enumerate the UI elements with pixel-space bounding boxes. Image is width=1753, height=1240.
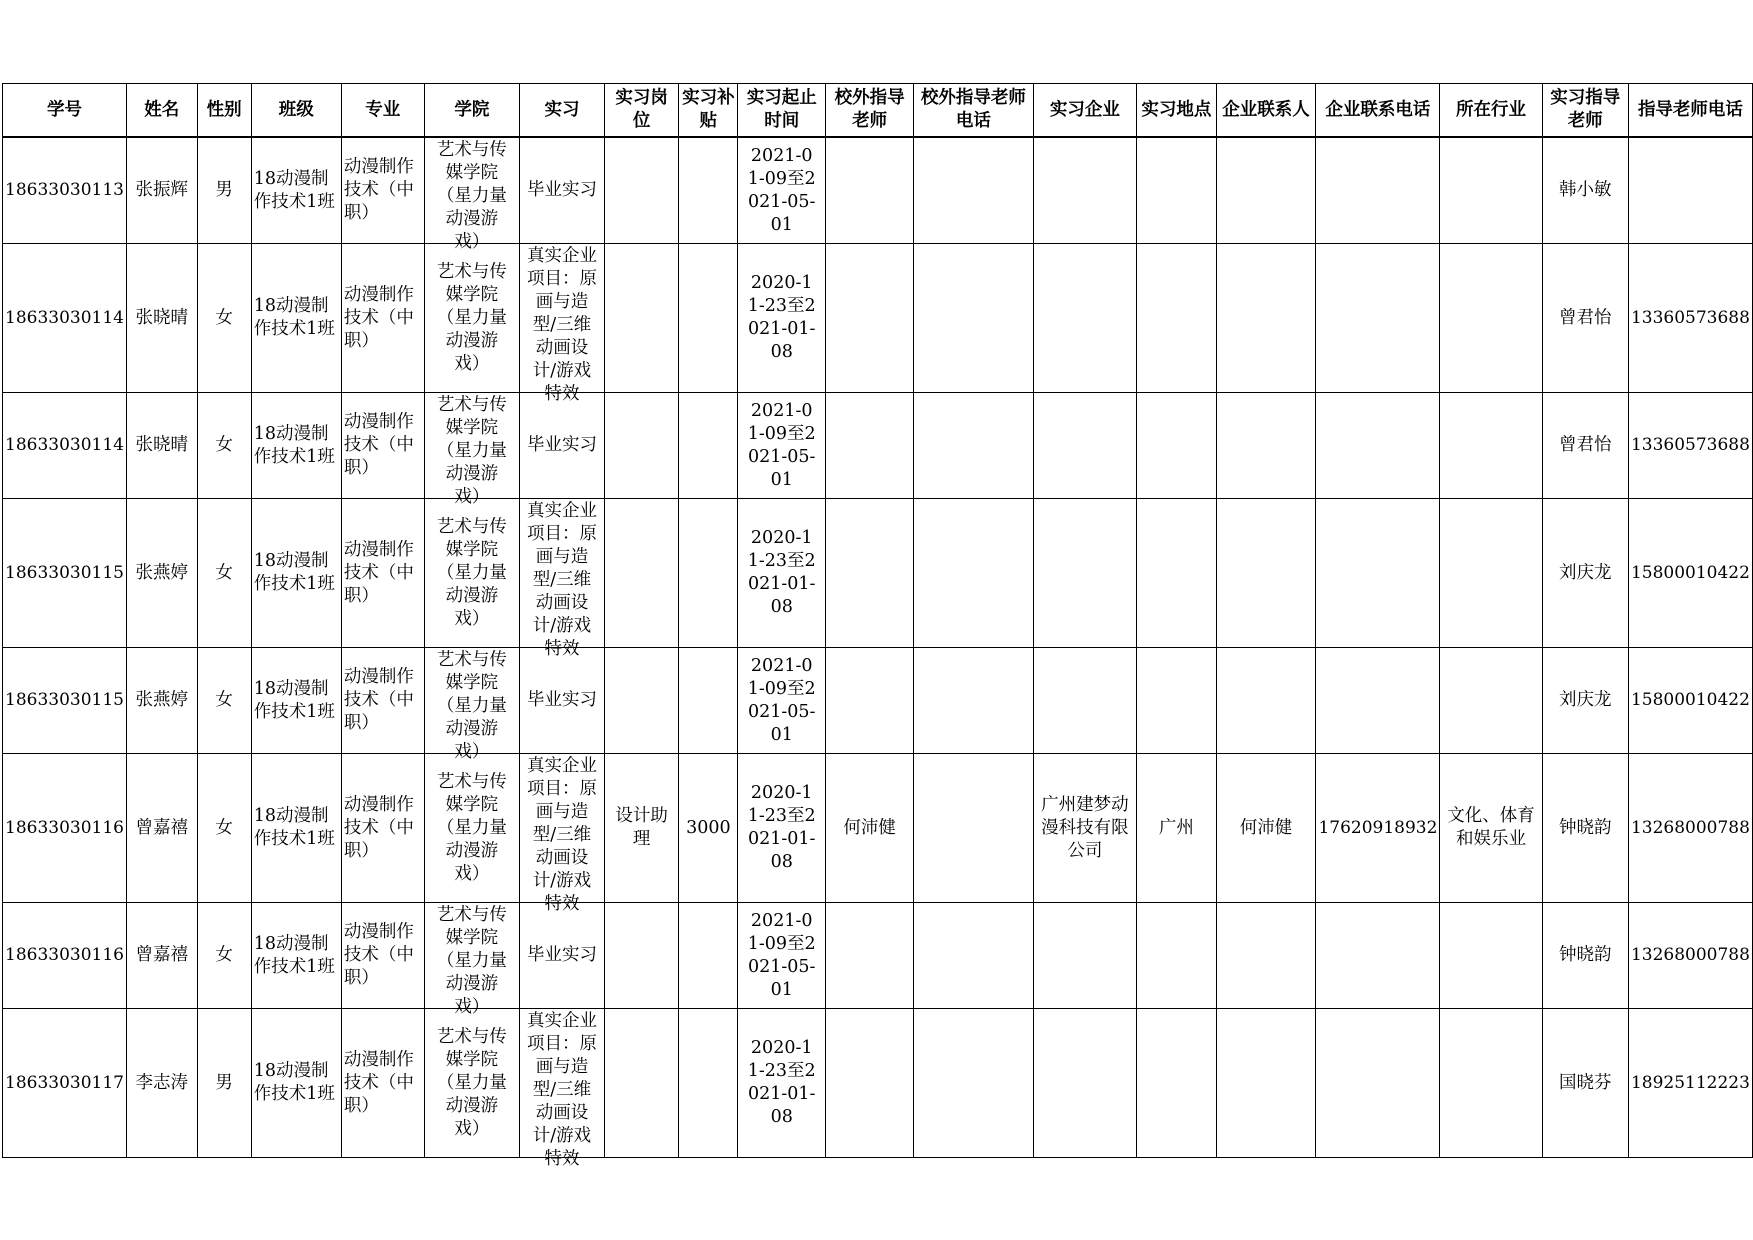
external-teacher-cell bbox=[826, 499, 914, 648]
industry-cell bbox=[1440, 648, 1542, 754]
contact-phone-cell bbox=[1316, 499, 1440, 648]
post-cell: 设计助理 bbox=[604, 754, 679, 903]
subsidy-cell bbox=[679, 137, 738, 244]
name-cell: 张晓晴 bbox=[126, 393, 197, 499]
internship-text: 毕业实习 bbox=[526, 945, 597, 965]
teacher-phone-cell: 13360573688 bbox=[1628, 393, 1752, 499]
internship-cell bbox=[520, 648, 605, 754]
table-row bbox=[3, 1009, 1753, 1158]
company-cell bbox=[1033, 903, 1137, 1009]
name-cell: 李志涛 bbox=[126, 1009, 197, 1158]
contact-phone-cell bbox=[1316, 137, 1440, 244]
company-cell: 广州建梦动漫科技有限公司 bbox=[1033, 754, 1137, 903]
class-cell: 18动漫制作技术1班 bbox=[251, 393, 341, 499]
contact-phone-cell: 17620918932 bbox=[1316, 754, 1440, 903]
table-row bbox=[3, 244, 1753, 393]
internship-text: 真实企业项目：原画与造型/三维动画设计/游戏特效 bbox=[526, 756, 597, 914]
internship-text: 真实企业项目：原画与造型/三维动画设计/游戏特效 bbox=[526, 501, 597, 659]
college-cell bbox=[424, 137, 519, 252]
gender-cell: 女 bbox=[197, 903, 251, 1009]
external-teacher-phone-cell bbox=[914, 754, 1033, 903]
class-cell: 18动漫制作技术1班 bbox=[251, 1009, 341, 1158]
place-cell bbox=[1137, 499, 1216, 648]
period-cell bbox=[738, 754, 826, 903]
period-cell bbox=[738, 499, 826, 648]
period-text: 2020-11-23至2021-01-08 bbox=[747, 1038, 816, 1127]
teacher-phone-cell: 15800010422 bbox=[1628, 648, 1752, 754]
period-text: 2020-11-23至2021-01-08 bbox=[747, 783, 816, 872]
header-gender: 性别 bbox=[197, 84, 251, 138]
subsidy-cell bbox=[679, 648, 738, 754]
period-cell bbox=[738, 393, 826, 499]
post-cell bbox=[604, 903, 679, 1009]
header-row bbox=[3, 84, 1753, 138]
class-cell: 18动漫制作技术1班 bbox=[251, 244, 341, 393]
subsidy-cell bbox=[679, 1009, 738, 1158]
header-subsidy: 实习补贴 bbox=[679, 84, 738, 138]
gender-cell: 男 bbox=[197, 1009, 251, 1158]
gender-cell: 女 bbox=[197, 393, 251, 499]
period-text: 2021-01-09至2021-05-01 bbox=[747, 145, 816, 235]
external-teacher-phone-cell bbox=[914, 1009, 1033, 1158]
external-teacher-phone-cell bbox=[914, 499, 1033, 648]
external-teacher-cell bbox=[826, 1009, 914, 1158]
contact-cell bbox=[1216, 648, 1316, 754]
header-place: 实习地点 bbox=[1137, 84, 1216, 138]
teacher-cell: 钟晓韵 bbox=[1542, 754, 1628, 903]
industry-cell: 文化、体育和娱乐业 bbox=[1440, 754, 1542, 903]
table-row bbox=[3, 648, 1753, 754]
major-cell: 动漫制作技术（中职） bbox=[341, 499, 424, 648]
internship-table bbox=[2, 83, 1753, 1169]
period-cell bbox=[738, 903, 826, 1009]
internship-cell bbox=[520, 1009, 605, 1169]
gender-cell: 男 bbox=[197, 137, 251, 244]
class-cell: 18动漫制作技术1班 bbox=[251, 754, 341, 903]
class-cell: 18动漫制作技术1班 bbox=[251, 903, 341, 1009]
college-cell bbox=[424, 244, 519, 393]
table-row bbox=[3, 754, 1753, 903]
college-text: 艺术与传媒学院（星力量动漫游戏） bbox=[436, 394, 507, 507]
company-cell bbox=[1033, 648, 1137, 754]
contact-phone-cell bbox=[1316, 1009, 1440, 1158]
student-id-cell: 18633030115 bbox=[3, 499, 127, 648]
name-cell: 曾嘉禧 bbox=[126, 754, 197, 903]
college-cell bbox=[424, 499, 519, 648]
period-text: 2021-01-09至2021-05-01 bbox=[747, 400, 816, 490]
header-internship: 实习 bbox=[520, 84, 605, 138]
teacher-phone-cell: 15800010422 bbox=[1628, 499, 1752, 648]
industry-cell bbox=[1440, 137, 1542, 244]
header-contact-phone: 企业联系电话 bbox=[1316, 84, 1440, 138]
internship-text: 毕业实习 bbox=[526, 180, 597, 200]
external-teacher-cell bbox=[826, 393, 914, 499]
place-cell bbox=[1137, 244, 1216, 393]
internship-text: 真实企业项目：原画与造型/三维动画设计/游戏特效 bbox=[526, 246, 597, 404]
header-post: 实习岗位 bbox=[604, 84, 679, 138]
period-cell bbox=[738, 137, 826, 244]
place-cell bbox=[1137, 648, 1216, 754]
name-cell: 张燕婷 bbox=[126, 499, 197, 648]
major-cell: 动漫制作技术（中职） bbox=[341, 244, 424, 393]
contact-phone-cell bbox=[1316, 648, 1440, 754]
industry-cell bbox=[1440, 499, 1542, 648]
header-teacher: 实习指导老师 bbox=[1542, 84, 1628, 138]
internship-cell bbox=[520, 903, 605, 1009]
external-teacher-cell bbox=[826, 244, 914, 393]
teacher-phone-cell: 18925112223 bbox=[1628, 1009, 1752, 1158]
period-text: 2021-01-09至2021-05-01 bbox=[747, 655, 816, 745]
contact-phone-cell bbox=[1316, 903, 1440, 1009]
class-cell: 18动漫制作技术1班 bbox=[251, 137, 341, 244]
post-cell bbox=[604, 1009, 679, 1158]
table-row bbox=[3, 137, 1753, 244]
period-cell bbox=[738, 244, 826, 393]
header-contact: 企业联系人 bbox=[1216, 84, 1316, 138]
table-row bbox=[3, 393, 1753, 499]
header-major: 专业 bbox=[341, 84, 424, 138]
subsidy-cell bbox=[679, 244, 738, 393]
period-cell bbox=[738, 1009, 826, 1158]
college-cell bbox=[424, 648, 519, 762]
student-id-cell: 18633030116 bbox=[3, 903, 127, 1009]
internship-cell bbox=[520, 499, 605, 659]
major-cell: 动漫制作技术（中职） bbox=[341, 754, 424, 903]
industry-cell bbox=[1440, 1009, 1542, 1158]
place-cell bbox=[1137, 393, 1216, 499]
contact-cell bbox=[1216, 137, 1316, 244]
internship-cell bbox=[520, 754, 605, 914]
post-cell bbox=[604, 648, 679, 754]
teacher-phone-cell: 13268000788 bbox=[1628, 754, 1752, 903]
college-text: 艺术与传媒学院（星力量动漫游戏） bbox=[436, 649, 507, 762]
header-student-id: 学号 bbox=[3, 84, 127, 138]
subsidy-cell bbox=[679, 499, 738, 648]
gender-cell: 女 bbox=[197, 754, 251, 903]
class-cell: 18动漫制作技术1班 bbox=[251, 499, 341, 648]
student-id-cell: 18633030114 bbox=[3, 244, 127, 393]
college-cell bbox=[424, 903, 519, 1017]
internship-cell bbox=[520, 137, 605, 244]
internship-cell bbox=[520, 244, 605, 404]
major-cell: 动漫制作技术（中职） bbox=[341, 903, 424, 1009]
header-external-teacher: 校外指导老师 bbox=[826, 84, 914, 138]
external-teacher-phone-cell bbox=[914, 903, 1033, 1009]
teacher-cell: 国晓芬 bbox=[1542, 1009, 1628, 1158]
company-cell bbox=[1033, 393, 1137, 499]
major-cell: 动漫制作技术（中职） bbox=[341, 648, 424, 754]
post-cell bbox=[604, 393, 679, 499]
internship-text: 毕业实习 bbox=[526, 435, 597, 455]
contact-cell bbox=[1216, 1009, 1316, 1158]
teacher-cell: 钟晓韵 bbox=[1542, 903, 1628, 1009]
major-cell: 动漫制作技术（中职） bbox=[341, 1009, 424, 1158]
external-teacher-phone-cell bbox=[914, 648, 1033, 754]
student-id-cell: 18633030114 bbox=[3, 393, 127, 499]
college-text: 艺术与传媒学院（星力量动漫游戏） bbox=[436, 904, 507, 1017]
major-cell: 动漫制作技术（中职） bbox=[341, 393, 424, 499]
contact-phone-cell bbox=[1316, 244, 1440, 393]
teacher-cell: 刘庆龙 bbox=[1542, 499, 1628, 648]
header-college: 学院 bbox=[424, 84, 519, 138]
contact-cell bbox=[1216, 499, 1316, 648]
external-teacher-phone-cell bbox=[914, 137, 1033, 244]
period-cell bbox=[738, 648, 826, 754]
place-cell bbox=[1137, 903, 1216, 1009]
place-cell bbox=[1137, 137, 1216, 244]
name-cell: 张振辉 bbox=[126, 137, 197, 244]
name-cell: 曾嘉禧 bbox=[126, 903, 197, 1009]
college-cell bbox=[424, 1009, 519, 1158]
header-class: 班级 bbox=[251, 84, 341, 138]
industry-cell bbox=[1440, 393, 1542, 499]
external-teacher-cell bbox=[826, 137, 914, 244]
teacher-cell: 韩小敏 bbox=[1542, 137, 1628, 244]
gender-cell: 女 bbox=[197, 499, 251, 648]
header-teacher-phone: 指导老师电话 bbox=[1628, 84, 1752, 138]
place-cell bbox=[1137, 1009, 1216, 1158]
class-cell: 18动漫制作技术1班 bbox=[251, 648, 341, 754]
teacher-phone-cell: 13360573688 bbox=[1628, 244, 1752, 393]
external-teacher-cell: 何沛健 bbox=[826, 754, 914, 903]
header-company: 实习企业 bbox=[1033, 84, 1137, 138]
student-id-cell: 18633030116 bbox=[3, 754, 127, 903]
name-cell: 张晓晴 bbox=[126, 244, 197, 393]
internship-text: 真实企业项目：原画与造型/三维动画设计/游戏特效 bbox=[526, 1011, 597, 1169]
college-text: 艺术与传媒学院（星力量动漫游戏） bbox=[436, 139, 507, 252]
college-text: 艺术与传媒学院（星力量动漫游戏） bbox=[436, 261, 507, 374]
post-cell bbox=[604, 137, 679, 244]
period-text: 2021-01-09至2021-05-01 bbox=[747, 910, 816, 1000]
name-cell: 张燕婷 bbox=[126, 648, 197, 754]
teacher-cell: 曾君怡 bbox=[1542, 244, 1628, 393]
contact-cell bbox=[1216, 244, 1316, 393]
place-cell: 广州 bbox=[1137, 754, 1216, 903]
teacher-cell: 刘庆龙 bbox=[1542, 648, 1628, 754]
external-teacher-phone-cell bbox=[914, 244, 1033, 393]
gender-cell: 女 bbox=[197, 648, 251, 754]
college-cell bbox=[424, 754, 519, 903]
company-cell bbox=[1033, 499, 1137, 648]
subsidy-cell bbox=[679, 903, 738, 1009]
subsidy-cell: 3000 bbox=[679, 754, 738, 903]
company-cell bbox=[1033, 1009, 1137, 1158]
contact-cell bbox=[1216, 393, 1316, 499]
internship-cell bbox=[520, 393, 605, 499]
external-teacher-cell bbox=[826, 903, 914, 1009]
teacher-cell: 曾君怡 bbox=[1542, 393, 1628, 499]
table-row bbox=[3, 903, 1753, 1009]
major-cell: 动漫制作技术（中职） bbox=[341, 137, 424, 244]
external-teacher-phone-cell bbox=[914, 393, 1033, 499]
header-name: 姓名 bbox=[126, 84, 197, 138]
internship-text: 毕业实习 bbox=[526, 690, 597, 710]
industry-cell bbox=[1440, 903, 1542, 1009]
student-id-cell: 18633030115 bbox=[3, 648, 127, 754]
post-cell bbox=[604, 499, 679, 648]
post-cell bbox=[604, 244, 679, 393]
period-text: 2020-11-23至2021-01-08 bbox=[747, 273, 816, 362]
industry-cell bbox=[1440, 244, 1542, 393]
table-row bbox=[3, 499, 1753, 648]
college-text: 艺术与传媒学院（星力量动漫游戏） bbox=[436, 771, 507, 884]
college-text: 艺术与传媒学院（星力量动漫游戏） bbox=[436, 1026, 507, 1139]
contact-cell bbox=[1216, 903, 1316, 1009]
teacher-phone-cell bbox=[1628, 137, 1752, 244]
header-period: 实习起止时间 bbox=[738, 84, 826, 138]
subsidy-cell bbox=[679, 393, 738, 499]
header-external-teacher-phone: 校外指导老师电话 bbox=[914, 84, 1033, 138]
contact-cell: 何沛健 bbox=[1216, 754, 1316, 903]
external-teacher-cell bbox=[826, 648, 914, 754]
teacher-phone-cell: 13268000788 bbox=[1628, 903, 1752, 1009]
company-cell bbox=[1033, 137, 1137, 244]
header-industry: 所在行业 bbox=[1440, 84, 1542, 138]
college-text: 艺术与传媒学院（星力量动漫游戏） bbox=[436, 516, 507, 629]
student-id-cell: 18633030113 bbox=[3, 137, 127, 244]
company-cell bbox=[1033, 244, 1137, 393]
college-cell bbox=[424, 393, 519, 507]
student-id-cell: 18633030117 bbox=[3, 1009, 127, 1158]
contact-phone-cell bbox=[1316, 393, 1440, 499]
period-text: 2020-11-23至2021-01-08 bbox=[747, 528, 816, 617]
gender-cell: 女 bbox=[197, 244, 251, 393]
